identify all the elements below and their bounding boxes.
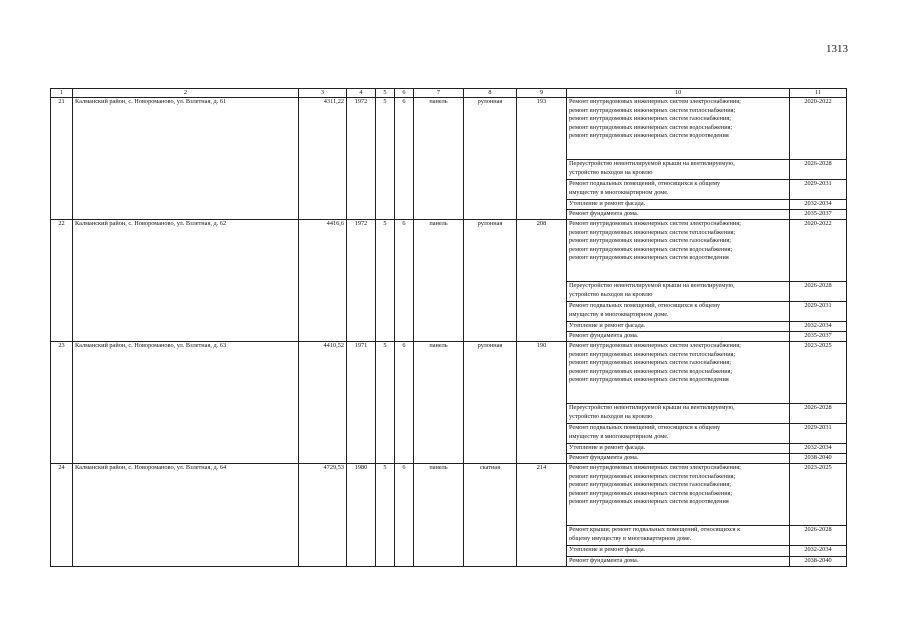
work-period-cell: 2032-2034: [790, 200, 847, 210]
header-cell: 8: [464, 89, 517, 98]
floors-cell: 5: [376, 342, 395, 464]
header-cell: 7: [414, 89, 464, 98]
work-description-cell: Утепление и ремонт фасада.: [567, 322, 790, 332]
header-cell: 9: [517, 89, 567, 98]
work-description-cell: Утепление и ремонт фасада.: [567, 444, 790, 454]
walls-material-cell: панель: [414, 220, 464, 342]
work-period-cell: 2035-2037: [790, 332, 847, 342]
year-cell: 1972: [347, 220, 376, 342]
page-number: 1313: [826, 43, 848, 55]
roof-type-cell: рулонная: [464, 342, 517, 464]
work-period-cell: 2026-2028: [790, 282, 847, 302]
work-description-cell: Ремонт подвальных помещений, относящихся к общему имуществу в многоквартирном доме.: [567, 424, 790, 444]
work-description-cell: Ремонт фундамента дома.: [567, 210, 790, 220]
row-number: 21: [51, 98, 73, 220]
row-number: 24: [51, 464, 73, 567]
housing-repair-table: [50, 88, 847, 567]
address-cell: Калманский район, с. Новороманово, ул. Взлетная, д. 62: [73, 220, 299, 342]
address-cell: Калманский район, с. Новороманово, ул. Взлетная, д. 61: [73, 98, 299, 220]
address-cell: Калманский район, с. Новороманово, ул. Взлетная, д. 63: [73, 342, 299, 464]
walls-material-cell: панель: [414, 464, 464, 567]
walls-material-cell: панель: [414, 342, 464, 464]
work-period-cell: 2029-2031: [790, 424, 847, 444]
entrances-cell: 6: [395, 464, 414, 567]
work-description-cell: Утепление и ремонт фасада.: [567, 200, 790, 210]
area-cell: 4416,6: [299, 220, 347, 342]
year-cell: 1971: [347, 342, 376, 464]
roof-type-cell: рулонная: [464, 220, 517, 342]
work-description-cell: Ремонт фундамента дома.: [567, 557, 790, 567]
roof-type-cell: скатная: [464, 464, 517, 567]
roof-type-cell: рулонная: [464, 98, 517, 220]
work-description-cell: Переустройство невентилируемой крыши на вентилируемую, устройство выходов на кровлю: [567, 404, 790, 424]
floors-cell: 5: [376, 98, 395, 220]
table-header-row: [51, 89, 847, 98]
table-row: [51, 342, 847, 404]
table-row: [51, 220, 847, 282]
year-cell: 1972: [347, 98, 376, 220]
work-period-cell: 2035-2037: [790, 210, 847, 220]
work-description-cell: Ремонт фундамента дома.: [567, 332, 790, 342]
work-period-cell: 2026-2028: [790, 160, 847, 180]
work-period-cell: 2020-2022: [790, 220, 847, 282]
work-description-cell: Ремонт внутридомовых инженерных систем электроснабжения; ремонт внутридомовых инженерных систем теплоснабжения; ремонт внутридомовых инженерных систем газоснабжения; ремонт внутридомовых инженерных систем водоснабжения; ремонт внутридомовых инженерных систем водоотведения: [567, 98, 790, 160]
floors-cell: 5: [376, 220, 395, 342]
residents-cell: 208: [517, 220, 567, 342]
work-description-cell: Переустройство невентилируемой крыши на вентилируемую, устройство выходов на кровлю: [567, 282, 790, 302]
header-cell: 5: [376, 89, 395, 98]
work-period-cell: 2023-2025: [790, 464, 847, 526]
work-description-cell: Ремонт внутридомовых инженерных систем электроснабжения; ремонт внутридомовых инженерных систем теплоснабжения; ремонт внутридомовых инженерных систем газоснабжения; ремонт внутридомовых инженерных систем водоснабжения; ремонт внутридомовых инженерных систем водоотведения: [567, 464, 790, 526]
work-description-cell: Ремонт подвальных помещений, относящихся к общему имуществу в многоквартирном доме.: [567, 302, 790, 322]
residents-cell: 190: [517, 342, 567, 464]
work-description-cell: Ремонт фундамента дома.: [567, 454, 790, 464]
work-description-cell: Ремонт крыши; ремонт подвальных помещений, относящихся к общему имуществу в многоквартирном доме.: [567, 526, 790, 546]
year-cell: 1980: [347, 464, 376, 567]
entrances-cell: 6: [395, 342, 414, 464]
header-cell: 2: [73, 89, 299, 98]
work-period-cell: 2026-2028: [790, 526, 847, 546]
work-description-cell: Ремонт внутридомовых инженерных систем электроснабжения; ремонт внутридомовых инженерных систем теплоснабжения; ремонт внутридомовых инженерных систем газоснабжения; ремонт внутридомовых инженерных систем водоснабжения; ремонт внутридомовых инженерных систем водоотведения: [567, 342, 790, 404]
header-cell: 4: [347, 89, 376, 98]
residents-cell: 214: [517, 464, 567, 567]
address-cell: Калманский район, с. Новороманово, ул. Взлетная, д. 64: [73, 464, 299, 567]
floors-cell: 5: [376, 464, 395, 567]
work-period-cell: 2038-2040: [790, 557, 847, 567]
work-description-cell: Переустройство невентилируемой крыши на вентилируемую, устройство выходов на кровлю: [567, 160, 790, 180]
work-period-cell: 2032-2034: [790, 546, 847, 557]
work-description-cell: Утепление и ремонт фасада.: [567, 546, 790, 557]
header-cell: 6: [395, 89, 414, 98]
work-period-cell: 2029-2031: [790, 302, 847, 322]
work-period-cell: 2020-2022: [790, 98, 847, 160]
work-period-cell: 2029-2031: [790, 180, 847, 200]
work-period-cell: 2026-2028: [790, 404, 847, 424]
work-description-cell: Ремонт внутридомовых инженерных систем электроснабжения; ремонт внутридомовых инженерных систем теплоснабжения; ремонт внутридомовых инженерных систем газоснабжения; ремонт внутридомовых инженерных систем водоснабжения; ремонт внутридомовых инженерных систем водоотведения: [567, 220, 790, 282]
area-cell: 4729,53: [299, 464, 347, 567]
residents-cell: 193: [517, 98, 567, 220]
work-period-cell: 2032-2034: [790, 444, 847, 454]
header-cell: 1: [51, 89, 73, 98]
walls-material-cell: панель: [414, 98, 464, 220]
area-cell: 4311,22: [299, 98, 347, 220]
header-cell: 3: [299, 89, 347, 98]
work-period-cell: 2023-2025: [790, 342, 847, 404]
entrances-cell: 6: [395, 220, 414, 342]
work-period-cell: 2032-2034: [790, 322, 847, 332]
table-row: [51, 98, 847, 160]
row-number: 23: [51, 342, 73, 464]
row-number: 22: [51, 220, 73, 342]
work-description-cell: Ремонт подвальных помещений, относящихся к общему имуществу в многоквартирном доме.: [567, 180, 790, 200]
work-period-cell: 2038-2040: [790, 454, 847, 464]
header-cell: 11: [790, 89, 847, 98]
header-cell: 10: [567, 89, 790, 98]
table-row: [51, 464, 847, 526]
area-cell: 4410,52: [299, 342, 347, 464]
entrances-cell: 6: [395, 98, 414, 220]
